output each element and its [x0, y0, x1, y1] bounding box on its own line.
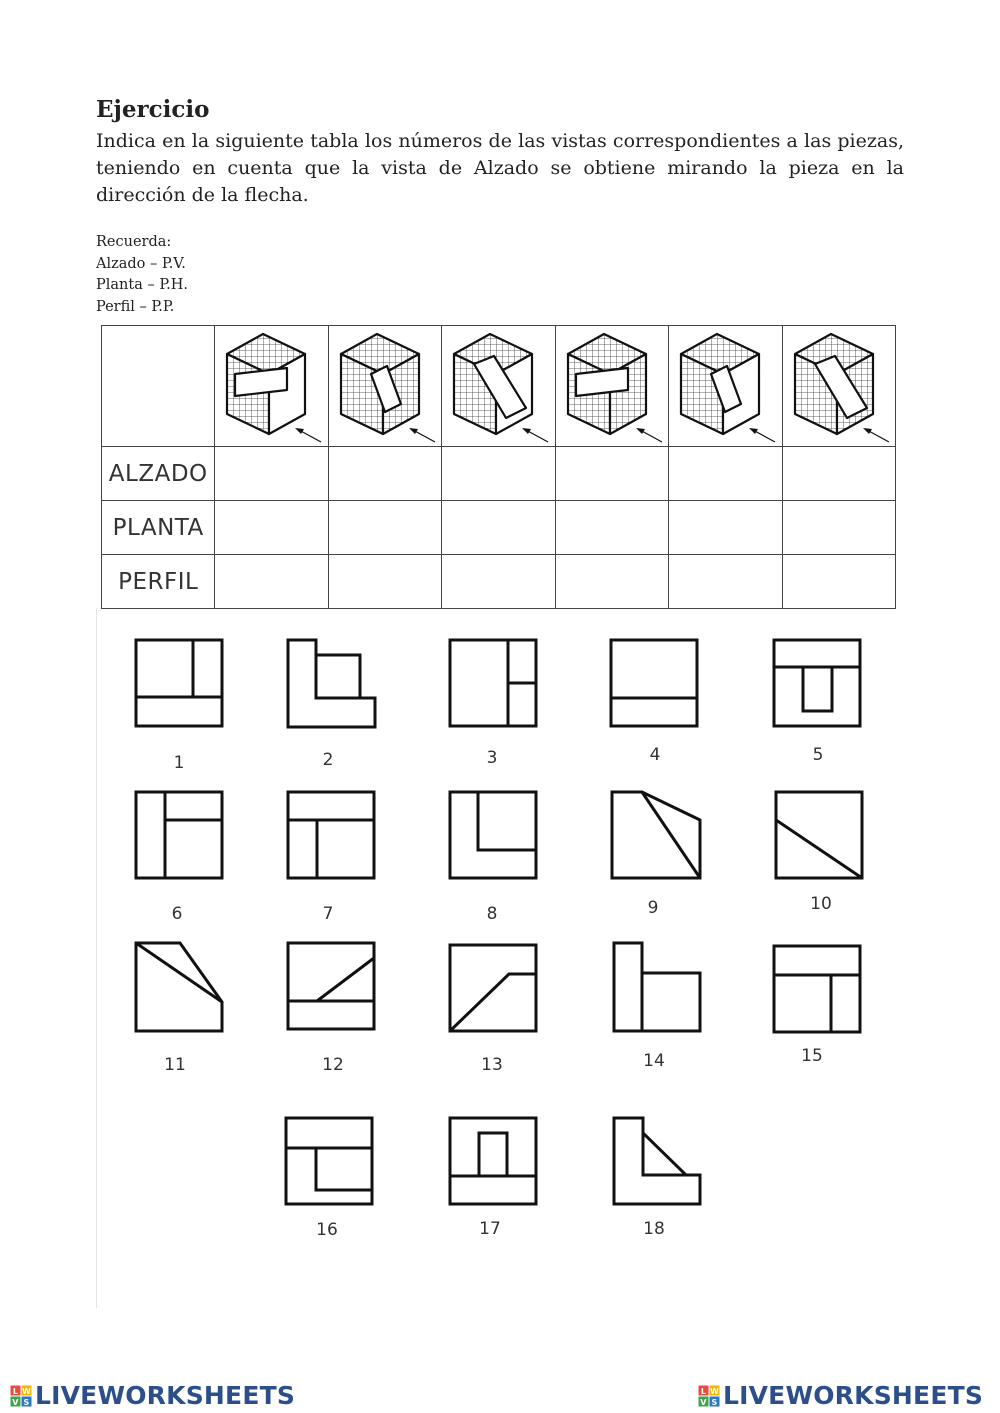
- row-perfil: [102, 555, 896, 609]
- svg-text:L: L: [12, 1387, 19, 1396]
- margin-line: [96, 608, 97, 1308]
- footer-brand-left[interactable]: [10, 1378, 295, 1412]
- answer-cell[interactable]: [669, 555, 782, 609]
- view-11: [136, 943, 222, 1031]
- view-1: [136, 640, 222, 726]
- piece-6: [782, 326, 895, 447]
- reminder-planta: Planta – P.H.: [96, 277, 188, 293]
- corner-cell: [102, 326, 215, 447]
- answer-cell[interactable]: [328, 555, 441, 609]
- reminder-heading: Recuerda:: [96, 234, 172, 250]
- view-7: [288, 792, 374, 878]
- liveworksheets-logo-icon: [698, 1384, 720, 1406]
- view-number: 13: [481, 1055, 503, 1075]
- row-planta: [102, 501, 896, 555]
- view-number: 16: [316, 1220, 338, 1240]
- view-number: 14: [643, 1051, 665, 1071]
- view-number: 18: [643, 1219, 665, 1239]
- answer-table: [101, 325, 896, 609]
- answer-cell[interactable]: [215, 501, 328, 555]
- view-8: [450, 792, 536, 878]
- view-4: [611, 640, 697, 726]
- piece-2: [328, 326, 441, 447]
- view-17: [450, 1118, 536, 1204]
- view-number: 15: [801, 1046, 823, 1066]
- view-9: [612, 792, 700, 878]
- view-14: [614, 943, 700, 1031]
- view-number: 10: [810, 894, 832, 914]
- answer-cell[interactable]: [442, 501, 555, 555]
- view-number: 4: [649, 745, 661, 765]
- piece-4: [555, 326, 668, 447]
- row-alzado: [102, 447, 896, 501]
- answer-cell[interactable]: [555, 447, 668, 501]
- svg-text:S: S: [23, 1398, 30, 1407]
- exercise-title: Ejercicio: [96, 96, 210, 123]
- liveworksheets-logo-icon: [10, 1384, 32, 1406]
- reminder-box: [96, 232, 188, 318]
- svg-text:W: W: [21, 1387, 32, 1396]
- view-2: [288, 640, 375, 727]
- reminder-alzado: Alzado – P.V.: [96, 255, 186, 272]
- reminder-perfil: Perfil – P.P.: [96, 298, 175, 315]
- pieces-row: [102, 326, 896, 447]
- answer-cell[interactable]: [328, 447, 441, 501]
- answer-cell[interactable]: [442, 447, 555, 501]
- exercise-instructions: Indica en la siguiente tabla los números de las vistas correspondientes a las piezas, teniendo en cuenta que la vista de Alzado se obtiene mirando la pieza en la dirección de la flecha.: [96, 130, 904, 206]
- view-5: [774, 640, 860, 726]
- footer-brand-text: LIVEWORKSHEETS: [723, 1380, 984, 1410]
- answer-cell[interactable]: [669, 501, 782, 555]
- answer-cell[interactable]: [669, 447, 782, 501]
- view-number: 8: [486, 904, 498, 924]
- label-alzado: ALZADO: [102, 447, 215, 501]
- footer-brand-text: LIVEWORKSHEETS: [35, 1380, 296, 1410]
- view-number: 2: [322, 750, 334, 770]
- svg-text:V: V: [12, 1398, 19, 1407]
- svg-text:L: L: [700, 1387, 707, 1396]
- label-planta: PLANTA: [102, 501, 215, 555]
- answer-cell[interactable]: [215, 555, 328, 609]
- label-perfil: PERFIL: [102, 555, 215, 609]
- view-10: [776, 792, 862, 878]
- answer-cell[interactable]: [442, 555, 555, 609]
- view-13: [450, 945, 536, 1031]
- view-6: [136, 792, 222, 878]
- answer-cell[interactable]: [555, 555, 668, 609]
- view-number: 11: [164, 1055, 186, 1075]
- piece-3: [442, 326, 555, 447]
- answer-cell[interactable]: [782, 447, 895, 501]
- footer-brand-right[interactable]: [698, 1378, 983, 1412]
- svg-text:V: V: [700, 1398, 707, 1407]
- view-number: 17: [479, 1219, 501, 1239]
- view-number: 6: [171, 904, 183, 924]
- answer-cell[interactable]: [215, 447, 328, 501]
- view-number: 7: [322, 904, 334, 924]
- view-16: [286, 1118, 372, 1204]
- piece-1: [215, 326, 328, 447]
- view-number: 12: [322, 1055, 344, 1075]
- view-number: 1: [173, 753, 185, 773]
- view-12: [288, 943, 374, 1029]
- view-3: [450, 640, 536, 726]
- answer-cell[interactable]: [328, 501, 441, 555]
- piece-5: [669, 326, 782, 447]
- view-15: [774, 946, 860, 1032]
- answer-cell[interactable]: [782, 501, 895, 555]
- answer-cell[interactable]: [555, 501, 668, 555]
- svg-text:W: W: [709, 1387, 720, 1396]
- svg-text:S: S: [711, 1398, 718, 1407]
- view-number: 3: [486, 748, 498, 768]
- view-number: 9: [647, 898, 659, 918]
- view-number: 5: [812, 745, 824, 765]
- view-18: [614, 1118, 700, 1204]
- answer-cell[interactable]: [782, 555, 895, 609]
